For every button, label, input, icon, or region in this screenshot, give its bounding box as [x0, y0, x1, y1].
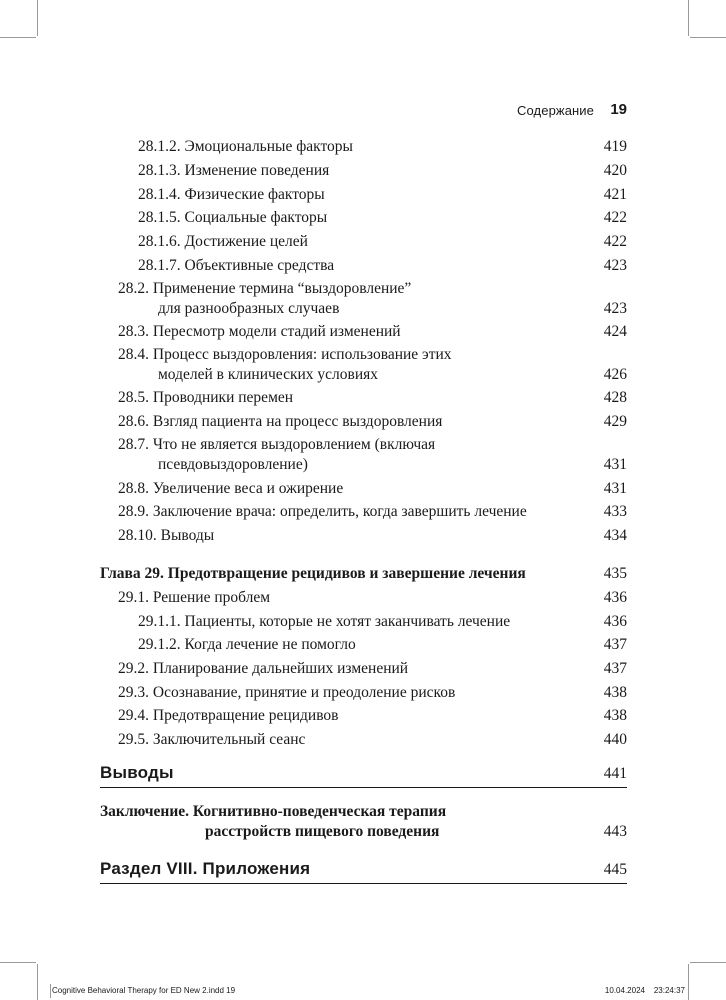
- crop-mark: [50, 984, 51, 998]
- toc-entry-title-continued: псевдовыздоровление): [158, 456, 308, 473]
- toc-entry-page: 422: [603, 209, 627, 226]
- toc-conclusion-title: Заключение. Когнитивно-поведенческая терапия: [100, 803, 447, 820]
- toc-entry-page: 420: [603, 162, 627, 179]
- toc-entry-title: 29.4. Предотвращение рецидивов: [118, 707, 339, 724]
- toc-entry-title: 28.7. Что не является выздоровлением (включая: [118, 436, 436, 453]
- toc-section-page: 441: [603, 765, 627, 782]
- crop-mark: [690, 37, 726, 38]
- toc-entry-page: 423: [603, 300, 627, 317]
- toc-entry-page: 428: [603, 389, 627, 406]
- toc-entry-title: 29.2. Планирование дальнейших изменений: [118, 660, 409, 677]
- crop-mark: [688, 0, 689, 36]
- toc-entry-title: 28.8. Увеличение веса и ожирение: [118, 480, 344, 497]
- toc-section: [100, 763, 627, 788]
- toc-entry-title: 29.5. Заключительный сеанс: [118, 731, 306, 748]
- toc-entry-title: 29.3. Осознавание, принятие и преодоление рисков: [118, 684, 456, 701]
- toc-entry-page: 435: [603, 565, 627, 582]
- toc-entry-title: 29.1. Решение проблем: [118, 589, 271, 606]
- crop-mark: [688, 964, 689, 1000]
- toc-entry-page: 431: [603, 480, 627, 497]
- toc-entry-title: 28.1.5. Социальные факторы: [138, 209, 328, 226]
- page-number: 19: [610, 101, 627, 118]
- toc-entry-title: 28.5. Проводники перемен: [118, 389, 294, 406]
- crop-mark: [37, 964, 38, 1000]
- toc-entry-page: 440: [603, 731, 627, 748]
- toc-entry-page: 436: [603, 613, 627, 630]
- toc-section-title: Раздел VIII. Приложения: [100, 859, 311, 878]
- toc-entry-title: 28.1.3. Изменение поведения: [138, 162, 330, 179]
- toc-entry-title-continued: для разнообразных случаев: [158, 300, 340, 317]
- toc-entry-title: 28.9. Заключение врача: определить, когда завершить лечение: [118, 503, 527, 520]
- toc-entry-page: 436: [603, 589, 627, 606]
- toc-entry-title: 28.1.6. Достижение целей: [138, 233, 308, 250]
- print-slug: [50, 984, 687, 998]
- toc-entry-page: 438: [603, 684, 627, 701]
- toc-entry-page: 434: [603, 527, 627, 544]
- toc-conclusion-title-continued: расстройств пищевого поведения: [205, 823, 440, 840]
- toc-entry-page: 423: [603, 257, 627, 274]
- toc-entry-title: 28.6. Взгляд пациента на процесс выздоровления: [118, 413, 443, 430]
- toc-entry-page: 438: [603, 707, 627, 724]
- toc-entry-page: 424: [603, 323, 627, 340]
- toc-section-title: Выводы: [100, 763, 174, 782]
- toc-entry-page: 422: [603, 233, 627, 250]
- toc-entry-title: 28.1.2. Эмоциональные факторы: [138, 138, 353, 155]
- print-slug-date: 10.04.2024: [604, 986, 645, 995]
- toc-section-page: 445: [603, 861, 627, 878]
- toc-entry-page: 437: [603, 636, 627, 653]
- toc-entry-title: 28.1.7. Объективные средства: [138, 257, 335, 274]
- print-slug-timestamp: [605, 986, 685, 995]
- print-slug-time: 23:24:37: [653, 986, 685, 995]
- toc-entry-title: 28.1.4. Физические факторы: [138, 186, 325, 203]
- toc-entry-page: 429: [603, 413, 627, 430]
- toc-section: [100, 859, 627, 884]
- toc-entry-page: 431: [603, 456, 627, 473]
- crop-mark: [0, 962, 36, 963]
- toc-chapter-title: Глава 29. Предотвращение рецидивов и завершение лечения: [100, 565, 526, 582]
- toc-entry-page: 426: [603, 366, 627, 383]
- toc-entry-page: 421: [603, 186, 627, 203]
- toc-entry-title: 29.1.1. Пациенты, которые не хотят заканчивать лечение: [138, 613, 511, 630]
- running-head: [100, 101, 627, 121]
- toc-entry-title-continued: моделей в клинических условиях: [158, 366, 379, 383]
- toc-entry-title: 29.1.2. Когда лечение не помогло: [138, 636, 356, 653]
- toc-entry-title: 28.10. Выводы: [118, 527, 215, 544]
- toc-entry-page: 433: [603, 503, 627, 520]
- toc-entry-page: 437: [603, 660, 627, 677]
- toc-entry-page: 443: [603, 823, 627, 840]
- toc-entry-page: 419: [603, 138, 627, 155]
- toc-entry-title: 28.2. Применение термина “выздоровление”: [118, 280, 412, 297]
- crop-mark: [0, 37, 36, 38]
- print-slug-file: Cognitive Behavioral Therapy for ED New 2.indd 19: [52, 986, 236, 995]
- crop-mark: [37, 0, 38, 36]
- running-head-title: Содержание: [517, 103, 594, 118]
- crop-mark: [690, 962, 726, 963]
- toc-entry-title: 28.3. Пересмотр модели стадий изменений: [118, 323, 401, 340]
- toc-entry-title: 28.4. Процесс выздоровления: использование этих: [118, 346, 452, 363]
